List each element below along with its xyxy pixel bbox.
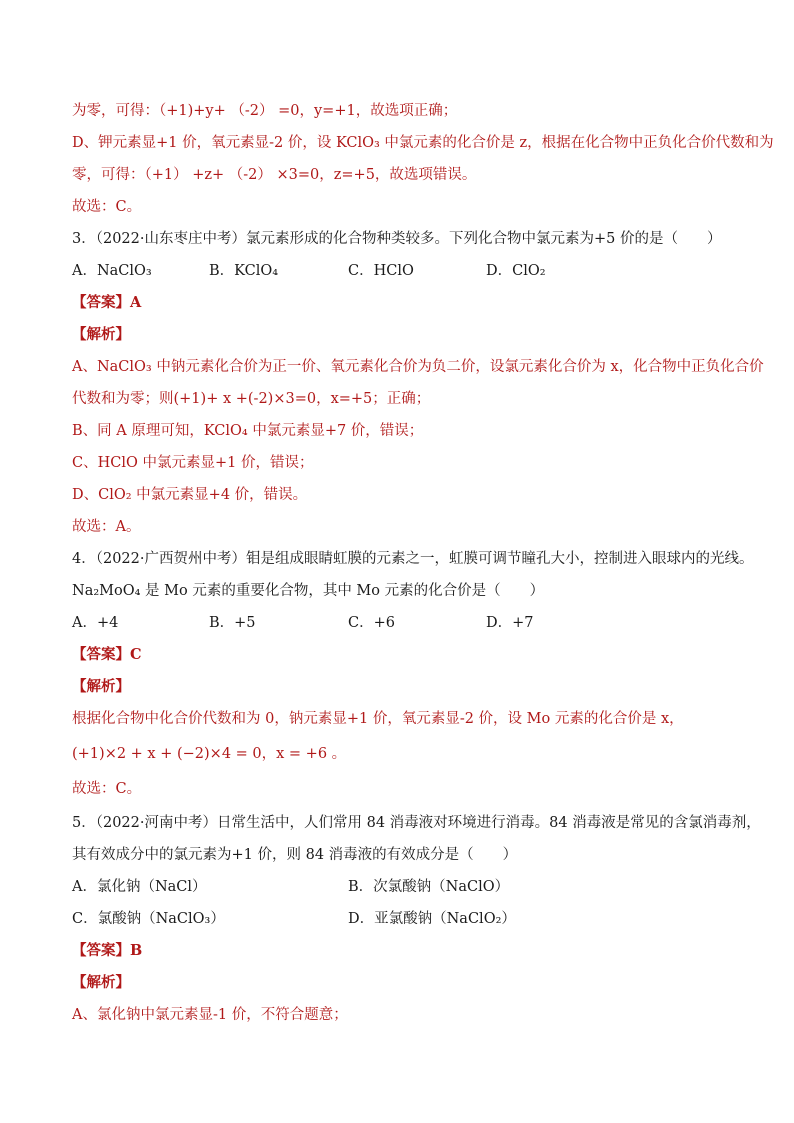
q3-answer: 【答案】A <box>72 294 142 311</box>
q5-option-d: D．亚氯酸钠（NaClO₂） <box>348 911 516 927</box>
q3-analysis-line-4: C、HClO 中氯元素显+1 价，错误； <box>72 455 314 471</box>
q5-option-a: A．氯化钠（NaCl） <box>72 879 207 895</box>
q3-analysis-line-1: A、NaClO₃ 中钠元素化合价为正一价、氧元素化合价为负二价，设氯元素化合价为 x，化合物中正负化合价 <box>72 359 764 375</box>
q5-analysis-line-1: A、氯化钠中氯元素显-1 价，不符合题意； <box>72 1007 348 1023</box>
q3-option-a: A．NaClO₃ <box>72 263 152 279</box>
q3-analysis-line-3: B、同 A 原理可知，KClO₄ 中氯元素显+7 价，错误； <box>72 423 424 439</box>
q5-option-c: C．氯酸钠（NaClO₃） <box>72 911 225 927</box>
q3-analysis-line-5: D、ClO₂ 中氯元素显+4 价，错误。 <box>72 487 308 503</box>
q3-option-c: C．HClO <box>348 263 414 279</box>
q5-stem-line-2: 其有效成分中的氯元素为+1 价，则 84 消毒液的有效成分是（ ） <box>72 847 518 863</box>
q5-answer: 【答案】B <box>72 942 143 959</box>
prev-analysis-line-1: 为零，可得：（+1)+y+ （-2） =0，y=+1，故选项正确； <box>72 103 458 119</box>
q4-stem-line-1: 4．（2022·广西贺州中考）钼是组成眼睛虹膜的元素之一，虹膜可调节瞳孔大小，控制进入眼球内的光线。 <box>72 551 754 567</box>
q3-option-d: D．ClO₂ <box>486 263 546 279</box>
q4-analysis-line-1: 根据化合物中化合价代数和为 0，钠元素显+1 价，氧元素显-2 价，设 Mo 元素的化合价是 x， <box>72 711 684 727</box>
q5-option-b: B．次氯酸钠（NaClO） <box>348 879 510 895</box>
q4-analysis-label: 【解析】 <box>72 678 130 695</box>
prev-analysis-line-3: 零，可得：（+1） +z+ （-2） ×3=0，z=+5，故选项错误。 <box>72 167 477 183</box>
q5-analysis-label: 【解析】 <box>72 974 130 991</box>
q3-stem: 3．（2022·山东枣庄中考）氯元素形成的化合物种类较多。下列化合物中氯元素为+5 价的是（ ） <box>72 231 722 247</box>
q4-answer: 【答案】C <box>72 646 142 663</box>
q4-conclusion: 故选：C。 <box>72 781 142 797</box>
q4-option-d: D．+7 <box>486 615 534 631</box>
q3-conclusion: 故选：A。 <box>72 519 141 535</box>
q3-analysis-line-2: 代数和为零；则(+1)+ x +(-2)×3=0，x=+5；正确； <box>72 391 431 407</box>
q4-option-c: C．+6 <box>348 615 395 631</box>
prev-analysis-line-2: D、钾元素显+1 价，氧元素显-2 价，设 KClO₃ 中氯元素的化合价是 z，根据在化合物中正负化合价代数和为 <box>72 135 774 151</box>
prev-conclusion: 故选：C。 <box>72 199 142 215</box>
q4-stem-line-2: Na₂MoO₄ 是 Mo 元素的重要化合物，其中 Mo 元素的化合价是（ ） <box>72 583 545 599</box>
q4-option-b: B．+5 <box>209 615 256 631</box>
q4-equation: (+1)×2 + x + (−2)×4 = 0，x = +6 。 <box>72 746 347 762</box>
q3-option-b: B．KClO₄ <box>209 263 279 279</box>
q3-analysis-label: 【解析】 <box>72 326 130 343</box>
q4-option-a: A．+4 <box>72 615 119 631</box>
q5-stem-line-1: 5．（2022·河南中考）日常生活中，人们常用 84 消毒液对环境进行消毒。84 消毒液是常见的含氯消毒剂， <box>72 815 761 831</box>
